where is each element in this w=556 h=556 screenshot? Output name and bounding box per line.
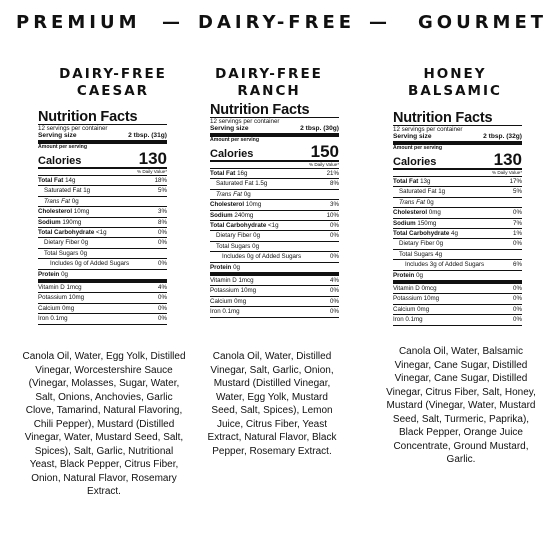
nutrient-daily-value: 0% xyxy=(330,287,339,295)
nutrient-row xyxy=(210,241,339,251)
nutrient-row xyxy=(393,197,522,207)
amount-per-serving: Amount per serving xyxy=(38,144,88,150)
nutrient-label: Potassium xyxy=(393,295,422,303)
nutrient-row xyxy=(210,220,339,230)
nutrient-amount: 0mcg xyxy=(421,285,437,293)
nutrient-label: Calcium xyxy=(210,297,233,305)
nutrient-label: Trans Fat xyxy=(216,190,243,198)
nutrient-daily-value: 10% xyxy=(326,211,339,219)
nutrient-label: Sodium xyxy=(393,219,416,227)
nutrient-row xyxy=(210,199,339,209)
nutrient-label: Vitamin D xyxy=(210,277,237,285)
nutrient-row xyxy=(393,283,522,293)
nutrient-label: Iron xyxy=(38,315,49,323)
nutrient-daily-value: 0% xyxy=(513,209,522,217)
nutrient-row xyxy=(210,296,339,306)
nutrient-amount: 1mcg xyxy=(238,277,254,285)
nutrient-row xyxy=(38,217,167,227)
nutrient-label: Iron xyxy=(210,308,221,316)
nutrient-amount: 0g xyxy=(436,240,444,248)
nutrition-facts-panel xyxy=(393,111,522,326)
nutrient-name xyxy=(38,218,81,227)
nutrient-daily-value: 0% xyxy=(158,239,167,247)
nutrient-row xyxy=(393,314,522,324)
nutrient-label: Sodium xyxy=(210,211,233,219)
nutrient-amount: 0g xyxy=(80,249,88,257)
banner-gourmet: GOURMET xyxy=(418,12,548,33)
serving-size-value: 2 tbsp. (30g) xyxy=(300,125,339,132)
nutrient-amount: 0.1mg xyxy=(50,315,68,323)
nutrient-name xyxy=(210,252,301,261)
nutrient-daily-value: 0% xyxy=(330,232,339,240)
ingredients-text: Canola Oil, Water, Distilled Vinegar, Salt, Garlic, Onion, Mustard (Distilled Vinegar, Water, Egg Yolk, Mustard Seed, Salt, Spices), Lemon Juice, Citrus Fiber, Yeast Extract, Natural Flavor, Black Pepper, Rosemary Extract. xyxy=(207,351,337,457)
nutrient-amount: 10mg xyxy=(245,201,262,209)
nutrient-name xyxy=(210,297,246,306)
nutrient-amount: 1.5g xyxy=(255,180,268,188)
nutrient-row xyxy=(393,259,522,269)
nutrient-row xyxy=(393,218,522,228)
nutrient-label: Total Sugars xyxy=(399,250,434,258)
nutrient-row xyxy=(38,237,167,247)
nutrient-label: Dietary Fiber xyxy=(216,232,252,240)
nutrient-row xyxy=(38,248,167,258)
nutrient-row xyxy=(38,206,167,216)
nutrient-amount: 0g xyxy=(71,197,79,205)
nutrient-label: Calcium xyxy=(38,304,61,312)
nutrient-name xyxy=(393,219,436,228)
nutrient-daily-value: 0% xyxy=(330,253,339,261)
nutrition-facts-title: Nutrition Facts xyxy=(38,109,138,125)
nutrient-row xyxy=(38,282,167,292)
product-name-line1: HONEY xyxy=(423,66,487,82)
nutrient-label: Potassium xyxy=(38,294,67,302)
nutrient-amount: 4g xyxy=(435,250,443,258)
nutrient-label: Total Fat xyxy=(210,170,236,177)
calories-row xyxy=(393,151,522,168)
product-name-line2: RANCH xyxy=(237,83,301,99)
nutrient-daily-value: 0% xyxy=(513,305,522,313)
nutrient-amount: 0g xyxy=(233,263,240,271)
amount-per-serving: Amount per serving xyxy=(210,137,260,143)
nutrient-daily-value: 8% xyxy=(330,180,339,188)
product-name xyxy=(189,66,349,100)
nutrient-row xyxy=(393,207,522,217)
nutrient-label: Total Carbohydrate xyxy=(393,230,450,238)
serving-size-label: Serving size xyxy=(393,133,432,140)
nutrient-label: Protein xyxy=(393,271,415,279)
nutrient-daily-value: 21% xyxy=(326,170,339,177)
nutrient-label: Includes 0g of Added Sugars xyxy=(50,260,130,268)
nutrition-facts-panel xyxy=(210,103,339,318)
banner-dash-right: — xyxy=(369,12,391,33)
amount-per-serving: Amount per serving xyxy=(393,145,443,151)
nutrient-amount: <1g xyxy=(96,229,107,237)
nutrient-label: Saturated Fat xyxy=(44,187,82,195)
nutrient-row xyxy=(393,270,522,283)
nutrient-row xyxy=(393,249,522,259)
nutrient-name xyxy=(38,270,68,279)
nutrient-row xyxy=(210,275,339,285)
nutrient-amount: 0mg xyxy=(234,297,247,305)
product-name xyxy=(33,66,193,100)
nutrient-amount: 0g xyxy=(416,271,423,279)
nutrient-label: Total Fat xyxy=(38,177,64,184)
nutrient-amount: 150mg xyxy=(417,219,437,227)
nutrient-amount: 1g xyxy=(83,187,91,195)
nutrient-label: Total Sugars xyxy=(44,249,79,257)
nutrition-facts-title: Nutrition Facts xyxy=(210,102,310,118)
ingredients-text: Canola Oil, Water, Balsamic Vinegar, Cane Sugar, Distilled Vinegar, Cane Sugar, Distilled Vinegar, Citrus Fiber, Salt, Honey, Mustard (Vinegar, Water, Mustard Seed, Salt, Turmeric, Paprika), Black Pepper, Orange Juice Concentrate, Ground Mustard, Garlic. xyxy=(386,346,536,465)
nutrient-amount: <1g xyxy=(268,222,279,230)
calories-label: Calories xyxy=(210,148,254,160)
nutrition-facts-title: Nutrition Facts xyxy=(393,110,493,126)
nutrient-daily-value: 0% xyxy=(330,297,339,305)
nutrient-daily-value: 0% xyxy=(330,308,339,316)
nutrient-daily-value: 0% xyxy=(158,315,167,323)
nutrient-label: Total Fat xyxy=(393,178,419,185)
nutrient-daily-value: 8% xyxy=(158,218,167,226)
nutrient-amount: 240mg xyxy=(234,211,254,219)
nutrient-name xyxy=(38,207,89,216)
nutrient-daily-value: 0% xyxy=(330,222,339,230)
nutrient-label: Total Sugars xyxy=(216,242,251,250)
nutrient-amount: 16g xyxy=(237,170,248,177)
nutrient-name xyxy=(38,314,68,323)
nutrient-row xyxy=(210,189,339,199)
serving-size-row xyxy=(38,132,167,140)
nutrient-name xyxy=(38,228,107,237)
nutrient-name xyxy=(210,307,240,316)
nutrient-name xyxy=(38,197,79,206)
nutrient-amount: 10mg xyxy=(240,287,257,295)
banner-dash-left: — xyxy=(162,12,184,33)
nutrient-name xyxy=(210,200,261,209)
nutrient-amount: 14g xyxy=(65,177,76,184)
serving-size-value: 2 tbsp. (31g) xyxy=(128,132,167,139)
nutrient-name xyxy=(38,186,90,195)
nutrient-label: Includes 0g of Added Sugars xyxy=(222,253,302,261)
nutrient-label: Dietary Fiber xyxy=(44,239,80,247)
serving-size-value: 2 tbsp. (32g) xyxy=(483,133,522,140)
nutrient-label: Calcium xyxy=(393,305,416,313)
nutrient-name xyxy=(38,304,74,313)
nutrient-label: Cholesterol xyxy=(38,208,73,216)
nutrient-label: Vitamin D xyxy=(393,285,420,293)
nutrient-amount: 0g xyxy=(243,190,251,198)
daily-value-header: % Daily Value* xyxy=(136,169,167,174)
nutrient-label: Protein xyxy=(210,263,232,271)
nutrient-name xyxy=(393,250,442,259)
nutrient-row xyxy=(393,186,522,196)
nutrient-row xyxy=(393,228,522,238)
servings-per-container: 12 servings per container xyxy=(210,118,280,125)
nutrient-label: Protein xyxy=(38,270,60,278)
nutrient-daily-value: 4% xyxy=(158,284,167,292)
nutrient-row xyxy=(210,285,339,295)
nutrient-name xyxy=(210,211,253,220)
nutrient-row xyxy=(210,251,339,261)
nutrient-rows xyxy=(38,175,167,324)
nutrient-row xyxy=(393,304,522,314)
nutrient-daily-value: 5% xyxy=(513,188,522,196)
serving-size-label: Serving size xyxy=(38,132,77,139)
nutrient-daily-value: 1% xyxy=(513,230,522,238)
nutrient-amount: 0g xyxy=(426,198,434,206)
nutrient-daily-value: 0% xyxy=(513,285,522,293)
nutrient-daily-value: 0% xyxy=(158,304,167,312)
nutrient-name xyxy=(210,169,247,178)
nutrient-row xyxy=(38,269,167,282)
calories-value: 150 xyxy=(310,142,339,161)
nutrient-row xyxy=(210,262,339,275)
daily-value-header: % Daily Value* xyxy=(491,170,522,175)
nutrient-row xyxy=(38,185,167,195)
daily-value-header: % Daily Value* xyxy=(308,162,339,167)
nutrient-name xyxy=(393,177,430,186)
product-name-line2: CAESAR xyxy=(76,83,150,99)
nutrient-amount: 0g xyxy=(252,242,260,250)
nutrient-name xyxy=(393,305,429,314)
calories-row xyxy=(210,143,339,160)
nutrient-row xyxy=(38,292,167,302)
nutrient-name xyxy=(210,179,267,188)
nutrient-daily-value: 3% xyxy=(158,208,167,216)
nutrient-row xyxy=(210,230,339,240)
nutrient-name xyxy=(393,229,458,238)
nutrient-daily-value: 0% xyxy=(158,294,167,302)
nutrient-label: Cholesterol xyxy=(210,201,245,209)
nutrient-amount: 0.1mg xyxy=(405,316,423,324)
nutrient-daily-value: 6% xyxy=(513,261,522,269)
nutrient-row xyxy=(38,258,167,268)
nutrient-daily-value: 0% xyxy=(513,240,522,248)
nutrient-name xyxy=(393,271,423,280)
nutrient-name xyxy=(210,263,240,272)
calories-row xyxy=(38,150,167,167)
serving-size-row xyxy=(393,133,522,141)
nutrient-row xyxy=(38,175,167,185)
header-banner xyxy=(0,12,556,40)
serving-size-label: Serving size xyxy=(210,125,249,132)
nutrient-daily-value: 17% xyxy=(509,178,522,185)
nutrient-row xyxy=(393,176,522,186)
nutrient-name xyxy=(38,259,129,268)
nutrient-amount: 1mcg xyxy=(66,284,82,292)
nutrient-daily-value: 7% xyxy=(513,219,522,227)
nutrient-name xyxy=(393,239,443,248)
calories-label: Calories xyxy=(38,155,82,167)
nutrient-row xyxy=(210,168,339,178)
nutrient-row xyxy=(38,303,167,313)
serving-size-row xyxy=(210,125,339,133)
nutrient-daily-value: 18% xyxy=(154,177,167,184)
nutrient-daily-value: 5% xyxy=(158,187,167,195)
nutrient-row xyxy=(393,293,522,303)
product-name-line2: BALSAMIC xyxy=(408,83,502,99)
nutrient-label: Saturated Fat xyxy=(216,180,254,188)
nutrient-name xyxy=(38,283,82,292)
nutrient-name xyxy=(393,284,437,293)
nutrient-label: Iron xyxy=(393,316,404,324)
nutrient-name xyxy=(393,294,439,303)
nutrient-amount: 10mg xyxy=(68,294,85,302)
nutrient-label: Sodium xyxy=(38,218,61,226)
nutrient-row xyxy=(210,306,339,316)
nutrient-amount: 0g xyxy=(253,232,261,240)
nutrient-daily-value: 0% xyxy=(513,316,522,324)
nutrient-amount: 13g xyxy=(420,178,431,185)
nutrient-name xyxy=(393,187,445,196)
banner-dairy-free: DAIRY-FREE xyxy=(198,12,356,33)
nutrient-label: Includes 3g of Added Sugars xyxy=(405,261,485,269)
nutrient-name xyxy=(393,198,434,207)
ingredients-text: Canola Oil, Water, Egg Yolk, Distilled Vinegar, Worcestershire Sauce (Vinegar, Molasses, Sugar, Water, Salt, Onions, Anchovies, Garlic Clove, Tamarind, Natural Flavoring, Chili Pepper), Mustard (Distilled Vinegar, Water, Mustard Seed, Salt, Spices), Salt, Garlic, Nutritional Yeast, Black Pepper, Citrus Fiber, Onion, Natural Flavor, Rosemary Extract. xyxy=(22,351,186,497)
product-name-line1: DAIRY-FREE xyxy=(59,66,167,82)
nutrient-name xyxy=(210,286,256,295)
nutrient-row xyxy=(38,313,167,323)
nutrient-row xyxy=(210,210,339,220)
nutrient-daily-value: 4% xyxy=(330,277,339,285)
product-name-line1: DAIRY-FREE xyxy=(215,66,323,82)
nutrient-amount: 0.1mg xyxy=(222,308,240,316)
nutrient-row xyxy=(393,238,522,248)
nutrient-name xyxy=(210,231,260,240)
servings-per-container: 12 servings per container xyxy=(38,125,108,132)
nutrient-daily-value: 0% xyxy=(158,260,167,268)
nutrient-label: Dietary Fiber xyxy=(399,240,435,248)
nutrient-row xyxy=(38,227,167,237)
nutrient-amount: 4g xyxy=(451,230,458,238)
nutrient-amount: 1g xyxy=(438,188,446,196)
nutrient-name xyxy=(393,260,484,269)
nutrient-label: Total Carbohydrate xyxy=(38,229,95,237)
nutrient-amount: 0g xyxy=(61,270,68,278)
nutrient-name xyxy=(210,221,279,230)
nutrient-label: Potassium xyxy=(210,287,239,295)
nutrient-label: Saturated Fat xyxy=(399,188,437,196)
nutrient-label: Cholesterol xyxy=(393,209,428,217)
nutrient-name xyxy=(38,249,87,258)
nutrient-label: Trans Fat xyxy=(44,197,71,205)
nutrition-facts-panel xyxy=(38,110,167,325)
nutrient-rows xyxy=(210,168,339,317)
nutrient-name xyxy=(210,242,259,251)
nutrient-label: Total Carbohydrate xyxy=(210,222,267,230)
nutrient-daily-value: 3% xyxy=(330,201,339,209)
nutrient-row xyxy=(38,196,167,206)
product-name xyxy=(375,66,535,100)
nutrient-rows xyxy=(393,176,522,325)
nutrient-daily-value: 0% xyxy=(513,295,522,303)
nutrient-amount: 10mg xyxy=(73,208,90,216)
nutrient-amount: 0mg xyxy=(428,209,441,217)
nutrient-name xyxy=(393,315,423,324)
servings-per-container: 12 servings per container xyxy=(393,126,463,133)
calories-value: 130 xyxy=(493,150,522,169)
nutrient-label: Trans Fat xyxy=(399,198,426,206)
nutrient-daily-value: 0% xyxy=(158,229,167,237)
nutrient-amount: 0g xyxy=(81,239,89,247)
nutrient-amount: 10mg xyxy=(423,295,440,303)
calories-value: 130 xyxy=(138,149,167,168)
nutrient-name xyxy=(393,208,441,217)
nutrient-name xyxy=(38,176,75,185)
nutrient-name xyxy=(38,293,84,302)
nutrient-name xyxy=(38,238,88,247)
nutrient-amount: 0mg xyxy=(62,304,75,312)
nutrient-row xyxy=(210,178,339,188)
banner-premium: PREMIUM xyxy=(16,12,141,33)
nutrient-amount: 0mg xyxy=(417,305,430,313)
nutrient-amount: 190mg xyxy=(62,218,82,226)
nutrient-name xyxy=(210,276,254,285)
nutrient-name xyxy=(210,190,251,199)
calories-label: Calories xyxy=(393,156,437,168)
nutrient-label: Vitamin D xyxy=(38,284,65,292)
